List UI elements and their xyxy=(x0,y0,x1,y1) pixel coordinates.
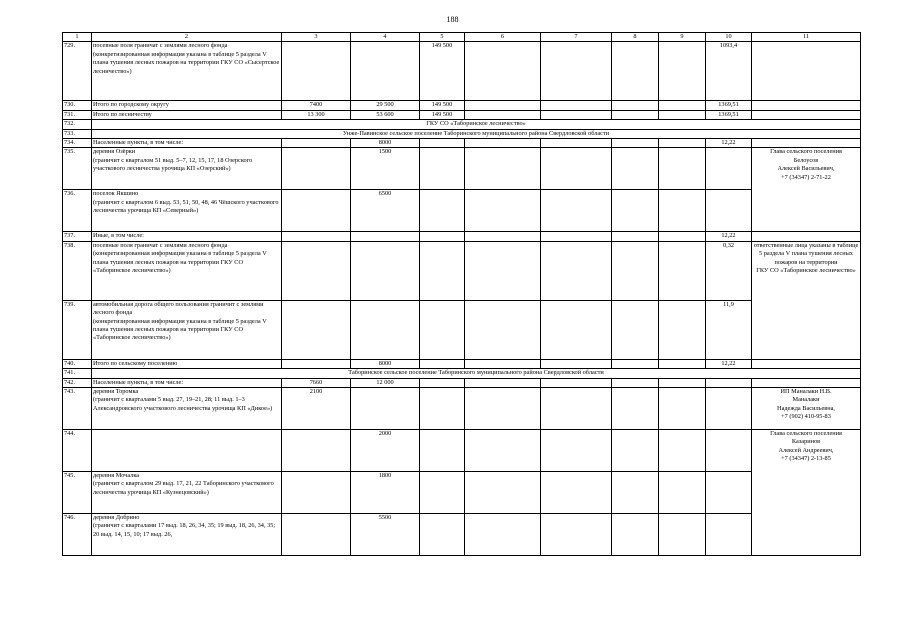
cell xyxy=(659,378,706,387)
row-description: Итого по лесничеству xyxy=(92,110,282,119)
cell xyxy=(659,472,706,514)
table-row xyxy=(63,359,861,368)
cell xyxy=(282,514,351,556)
column-header: 8 xyxy=(612,33,659,42)
table-row xyxy=(63,190,861,232)
cell xyxy=(420,388,465,430)
cell xyxy=(752,101,861,110)
table-row xyxy=(63,42,861,101)
row-description: Населенные пункты, в том числе: xyxy=(92,139,282,148)
row-number: 731. xyxy=(63,110,92,119)
column-header: 3 xyxy=(282,33,351,42)
cell xyxy=(420,359,465,368)
cell xyxy=(612,241,659,300)
cell xyxy=(659,359,706,368)
cell xyxy=(351,241,420,300)
row-description: деревня Добрино (граничит с кварталами 17 выд. 18, 26, 34, 35; 19 выд. 18, 26, 34, 35; 20 выд. 14, 15, 10; 17 выд. 26, xyxy=(92,514,282,556)
cell-col3: 2100 xyxy=(282,388,351,430)
table-row xyxy=(63,514,861,556)
cell xyxy=(612,514,659,556)
row-number: 735. xyxy=(63,148,92,190)
row-number: 745. xyxy=(63,472,92,514)
cell xyxy=(420,300,465,359)
table-row xyxy=(63,430,861,472)
cell-col4: 53 600 xyxy=(351,110,420,119)
table-row xyxy=(63,378,861,387)
cell xyxy=(706,514,752,556)
cell-col3: 7400 xyxy=(282,101,351,110)
cell xyxy=(612,388,659,430)
cell xyxy=(659,110,706,119)
column-header: 1 xyxy=(63,33,92,42)
row-number: 733. xyxy=(63,129,92,138)
column-header: 11 xyxy=(752,33,861,42)
cell xyxy=(541,300,612,359)
column-header: 6 xyxy=(465,33,541,42)
contact-cell: Глава сельского поселения Белоусов Алексей Васильевич, +7 (34347) 2-71-22 xyxy=(752,148,861,232)
section-title: Унже-Павинское сельское поселение Таборинского муниципального района Свердловской области xyxy=(92,129,861,138)
cell xyxy=(465,190,541,232)
column-header: 7 xyxy=(541,33,612,42)
cell-col5: 149 500 xyxy=(420,101,465,110)
cell-col10: 12,22 xyxy=(706,139,752,148)
cell xyxy=(282,430,351,472)
cell-col4: 2000 xyxy=(351,430,420,472)
cell xyxy=(420,232,465,241)
cell xyxy=(282,300,351,359)
row-description: Иные, в том числе: xyxy=(92,232,282,241)
row-description: поселок Якшино (граничит с кварталом 6 выд. 53, 51, 50, 48, 46 Чёшского участкового лесничества урочища КП «Северный») xyxy=(92,190,282,232)
contact-cell: ответственные лица указаны в таблице 5 раздела V плана тушения лесных пожаров на территории ГКУ СО «Таборинское лесничество» xyxy=(752,241,861,359)
section-row xyxy=(63,129,861,138)
cell-col10: 0,32 xyxy=(706,241,752,300)
column-header: 2 xyxy=(92,33,282,42)
row-description: деревня Торомка (граничит с кварталами 5 выд. 27, 19–21, 28; 11 выд. 1–3 Александровского участкового лесничества урочища КП «Дикое») xyxy=(92,388,282,430)
cell xyxy=(420,241,465,300)
column-header: 10 xyxy=(706,33,752,42)
cell xyxy=(541,241,612,300)
cell xyxy=(465,430,541,472)
row-description: посевные поля граничат с землями лесного фонда (конкретизированная информация указана в таблице 5 раздела V плана тушения лесных пожаров на территории ГКУ СО «Сысертское лесничество») xyxy=(92,42,282,101)
cell xyxy=(541,110,612,119)
cell xyxy=(612,101,659,110)
contact-cell: Глава сельского поселения Казаринов Алексей Андреевич, +7 (34347) 2-13-85 xyxy=(752,430,861,556)
row-number: 730. xyxy=(63,101,92,110)
row-number: 734. xyxy=(63,139,92,148)
cell xyxy=(659,190,706,232)
section-title: ГКУ СО «Таборинское лесничество» xyxy=(92,120,861,129)
cell xyxy=(541,42,612,101)
row-number: 742. xyxy=(63,378,92,387)
row-description: автомобильная дорога общего пользования граничит с землями лесного фонда (конкретизированная информация указана в таблице 5 раздела V плана тушения лесных пожаров на территории ГКУ СО «Таборинское лесничество») xyxy=(92,300,282,359)
cell xyxy=(659,139,706,148)
cell xyxy=(465,101,541,110)
table-row xyxy=(63,101,861,110)
cell xyxy=(541,148,612,190)
cell xyxy=(612,472,659,514)
row-description: Населенные пункты, в том числе: xyxy=(92,378,282,387)
cell xyxy=(706,430,752,472)
cell xyxy=(282,232,351,241)
cell-col4: 1800 xyxy=(351,472,420,514)
row-description: Итого по сельскому поселению xyxy=(92,359,282,368)
cell-col10: 1369,51 xyxy=(706,110,752,119)
table-row xyxy=(63,110,861,119)
cell xyxy=(612,359,659,368)
cell xyxy=(612,110,659,119)
cell xyxy=(752,359,861,368)
cell xyxy=(420,514,465,556)
table-row xyxy=(63,148,861,190)
page-number: 188 xyxy=(446,15,459,24)
row-number: 729. xyxy=(63,42,92,101)
cell-col4: 29 500 xyxy=(351,101,420,110)
row-number: 739. xyxy=(63,300,92,359)
cell xyxy=(752,378,861,387)
cell xyxy=(282,190,351,232)
cell xyxy=(659,300,706,359)
cell xyxy=(752,139,861,148)
cell-col3: 13 300 xyxy=(282,110,351,119)
cell xyxy=(465,378,541,387)
cell xyxy=(659,430,706,472)
table-row xyxy=(63,388,861,430)
cell xyxy=(612,42,659,101)
cell-col4: 12 000 xyxy=(351,378,420,387)
cell xyxy=(659,101,706,110)
cell xyxy=(282,139,351,148)
cell-col3: 7660 xyxy=(282,378,351,387)
cell xyxy=(282,42,351,101)
cell-col10: 1093,4 xyxy=(706,42,752,101)
cell xyxy=(706,388,752,430)
row-description: посевные поля граничат с землями лесного фонда (конкретизированная информация указана в таблице 5 раздела V плана тушения лесных пожаров на территории ГКУ СО «Таборинское лесничество») xyxy=(92,241,282,300)
row-number: 741. xyxy=(63,369,92,378)
cell-col4: 8000 xyxy=(351,139,420,148)
cell xyxy=(465,388,541,430)
cell xyxy=(612,300,659,359)
table-row xyxy=(63,241,861,300)
cell xyxy=(752,110,861,119)
row-number: 732. xyxy=(63,120,92,129)
cell xyxy=(420,378,465,387)
row-description: деревня Мочалка (граничит с кварталом 29 выд. 17, 21, 22 Таборинского участкового лесничества урочища КП «Кузнецовский») xyxy=(92,472,282,514)
cell-col5: 149 500 xyxy=(420,110,465,119)
cell xyxy=(465,110,541,119)
cell xyxy=(612,139,659,148)
cell xyxy=(351,388,420,430)
cell xyxy=(282,148,351,190)
cell xyxy=(541,378,612,387)
cell xyxy=(612,430,659,472)
cell-col4: 6500 xyxy=(351,190,420,232)
cell xyxy=(541,232,612,241)
section-row xyxy=(63,120,861,129)
cell xyxy=(541,139,612,148)
row-description: деревня Озёрки (граничит с кварталом 51 выд. 5–7, 12, 15, 17, 18 Озерского участкового лесничества урочища КП «Озерский») xyxy=(92,148,282,190)
cell xyxy=(752,232,861,241)
cell xyxy=(420,430,465,472)
cell xyxy=(282,472,351,514)
cell xyxy=(706,378,752,387)
row-description xyxy=(92,430,282,472)
cell-col10: 11,9 xyxy=(706,300,752,359)
cell xyxy=(420,139,465,148)
cell xyxy=(465,359,541,368)
cell xyxy=(659,241,706,300)
table-row xyxy=(63,139,861,148)
cell xyxy=(541,472,612,514)
cell-col10: 12,22 xyxy=(706,232,752,241)
cell xyxy=(465,139,541,148)
cell xyxy=(282,241,351,300)
cell xyxy=(465,42,541,101)
cell xyxy=(351,300,420,359)
cell xyxy=(420,190,465,232)
cell xyxy=(282,359,351,368)
section-title: Таборинское сельское поселение Таборинского муниципального района Свердловской области xyxy=(92,369,861,378)
cell xyxy=(465,232,541,241)
cell xyxy=(659,42,706,101)
column-header-row xyxy=(63,33,861,42)
cell xyxy=(351,42,420,101)
cell xyxy=(420,148,465,190)
document-table xyxy=(62,32,861,556)
cell xyxy=(420,472,465,514)
cell xyxy=(612,190,659,232)
cell xyxy=(465,472,541,514)
cell xyxy=(541,430,612,472)
cell xyxy=(612,148,659,190)
section-row xyxy=(63,369,861,378)
row-number: 746. xyxy=(63,514,92,556)
cell xyxy=(706,472,752,514)
cell-col4: 8000 xyxy=(351,359,420,368)
cell xyxy=(659,388,706,430)
table-row xyxy=(63,232,861,241)
row-number: 740. xyxy=(63,359,92,368)
cell xyxy=(541,514,612,556)
cell xyxy=(752,42,861,101)
column-header: 4 xyxy=(351,33,420,42)
cell xyxy=(659,232,706,241)
cell xyxy=(612,378,659,387)
column-header: 5 xyxy=(420,33,465,42)
cell xyxy=(465,300,541,359)
cell xyxy=(541,388,612,430)
cell-col10: 12,22 xyxy=(706,359,752,368)
cell xyxy=(465,148,541,190)
row-number: 736. xyxy=(63,190,92,232)
cell xyxy=(541,190,612,232)
row-number: 744. xyxy=(63,430,92,472)
cell xyxy=(465,241,541,300)
cell xyxy=(351,232,420,241)
cell-col10: 1369,51 xyxy=(706,101,752,110)
cell xyxy=(612,232,659,241)
row-description: Итого по городскому округу xyxy=(92,101,282,110)
cell xyxy=(659,514,706,556)
row-number: 743. xyxy=(63,388,92,430)
table-row xyxy=(63,300,861,359)
table-row xyxy=(63,472,861,514)
cell xyxy=(541,101,612,110)
cell xyxy=(706,190,752,232)
column-header: 9 xyxy=(659,33,706,42)
cell-col4: 1500 xyxy=(351,148,420,190)
cell-col5: 149 500 xyxy=(420,42,465,101)
row-number: 738. xyxy=(63,241,92,300)
row-number: 737. xyxy=(63,232,92,241)
cell xyxy=(465,514,541,556)
cell xyxy=(541,359,612,368)
cell xyxy=(659,148,706,190)
cell-col4: 5500 xyxy=(351,514,420,556)
contact-cell: ИП Маналаки Н.В. Маналаки Надежда Васильевна, +7 (902) 410-95-83 xyxy=(752,388,861,430)
cell xyxy=(706,148,752,190)
